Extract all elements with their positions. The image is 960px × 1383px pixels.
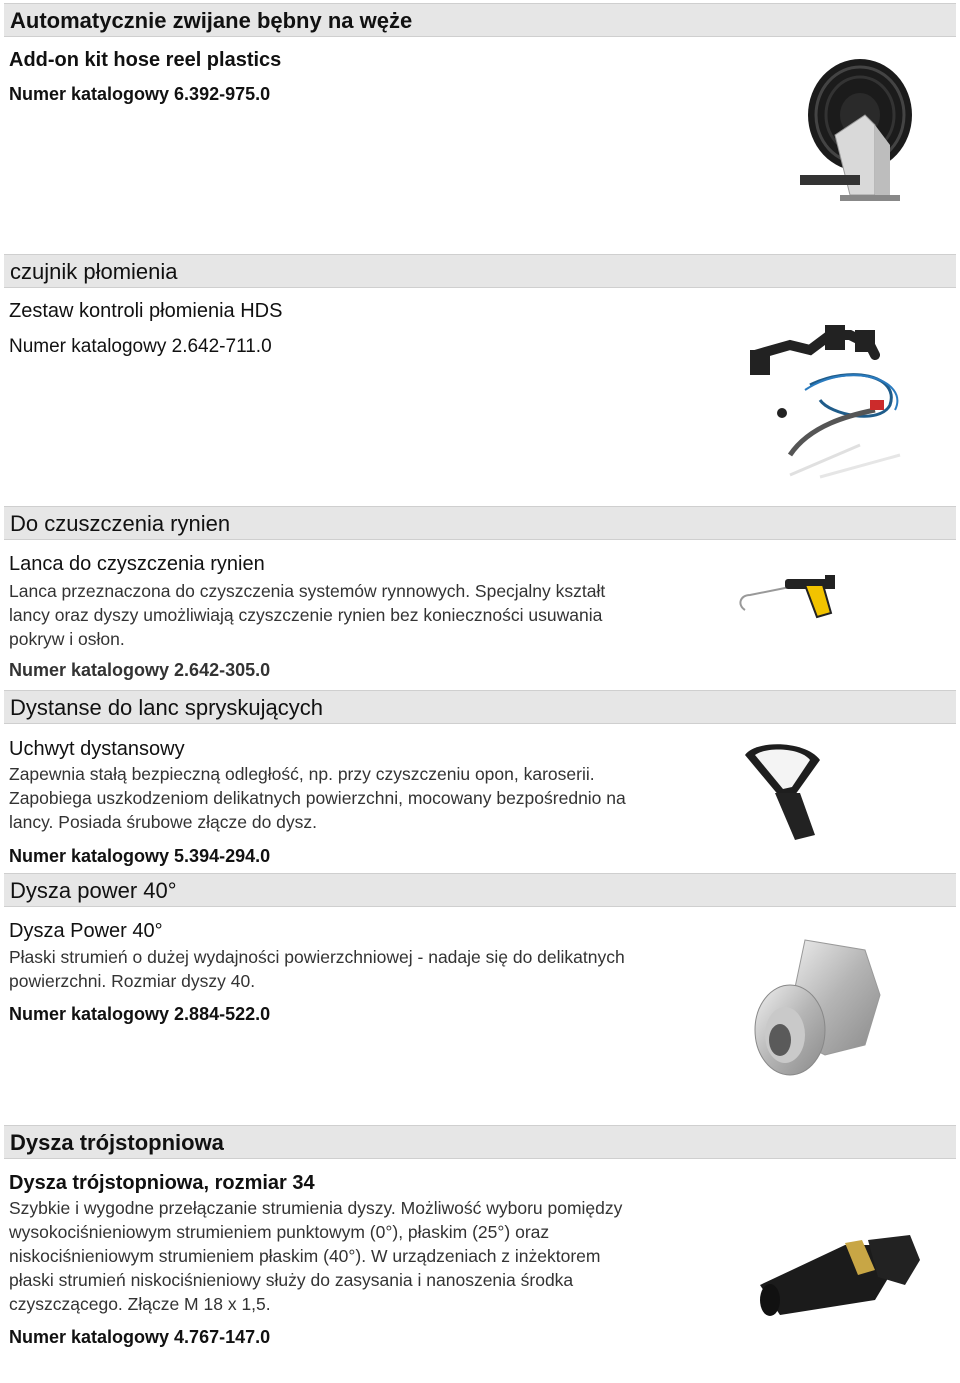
heading-text: Dysza trójstopniowa [10, 1130, 224, 1155]
section-heading [4, 3, 956, 37]
description-line: Płaski strumień o dużej wydajności powierzchniowej - nadaje się do delikatnych [9, 947, 625, 967]
product-name: Uchwyt dystansowy [9, 738, 185, 760]
catalog-number: Numer katalogowy 4.767-147.0 [9, 1327, 271, 1347]
description-line: wysokociśnieniowym strumieniem punktowym (0°), płaskim (25°) oraz [9, 1222, 550, 1242]
product-name: Lanca do czyszczenia rynien [9, 553, 265, 575]
description-line: Szybkie i wygodne przełączanie strumienia dyszy. Możliwość wyboru pomiędzy [9, 1198, 623, 1218]
description-line: lancy oraz dyszy umożliwiają czyszczenie rynien bez konieczności usuwania [9, 605, 603, 625]
product-description [9, 945, 729, 993]
description-line: Lanca przeznaczona do czyszczenia systemów rynnowych. Specjalny kształt [9, 581, 606, 601]
catalog-number: Numer katalogowy 6.392-975.0 [9, 84, 271, 104]
description-line: płaski strumień niskociśnieniowy służy do zasysania i nanoszenia środka [9, 1270, 574, 1290]
description-line: Zapobiega uszkodzeniom delikatnych powierzchni, mocowany bezpośrednio na [9, 788, 626, 808]
section-heading [4, 690, 956, 724]
product-name: Zestaw kontroli płomienia HDS [9, 300, 283, 322]
heading-text: czujnik płomienia [10, 259, 178, 284]
catalog-number: Numer katalogowy 2.884-522.0 [9, 1004, 271, 1024]
gutter-lance-image [735, 565, 845, 625]
catalog-number: Numer katalogowy 2.642-711.0 [9, 336, 272, 357]
hose-reel-image [780, 55, 930, 215]
catalog-number: Numer katalogowy 2.642-305.0 [9, 660, 271, 680]
product-description [9, 1196, 729, 1316]
section-heading [4, 506, 956, 540]
heading-text: Do czuszczenia rynien [10, 511, 231, 536]
description-line: pokryw i osłon. [9, 629, 125, 649]
product-description [9, 579, 729, 651]
description-line: lancy. Posiada śrubowe złącze do dysz. [9, 812, 318, 832]
triple-nozzle-image [750, 1215, 925, 1325]
product-name: Dysza Power 40° [9, 920, 163, 942]
product-name: Add-on kit hose reel plastics [9, 49, 282, 71]
product-description [9, 762, 729, 834]
section-heading [4, 1125, 956, 1159]
description-line: czyszczącego. Złącze M 18 x 1,5. [9, 1294, 271, 1314]
description-line: powierzchni. Rozmiar dyszy 40. [9, 971, 256, 991]
heading-text: Automatycznie zwijane bębny na węże [10, 8, 413, 33]
power-nozzle-image [745, 935, 885, 1085]
section-heading [4, 873, 956, 907]
description-line: niskociśnieniowym strumieniem płaskim (40°). W urządzeniach z inżektorem [9, 1246, 601, 1266]
flame-control-kit-image [750, 315, 920, 480]
product-name: Dysza trójstopniowa, rozmiar 34 [9, 1172, 315, 1194]
heading-text: Dystanse do lanc spryskujących [10, 695, 324, 720]
section-heading [4, 254, 956, 288]
catalog-number: Numer katalogowy 5.394-294.0 [9, 846, 271, 866]
description-line: Zapewnia stałą bezpieczną odległość, np. przy czyszczeniu opon, karoserii. [9, 764, 595, 784]
distance-holder-image [735, 735, 845, 845]
heading-text: Dysza power 40° [10, 878, 177, 903]
